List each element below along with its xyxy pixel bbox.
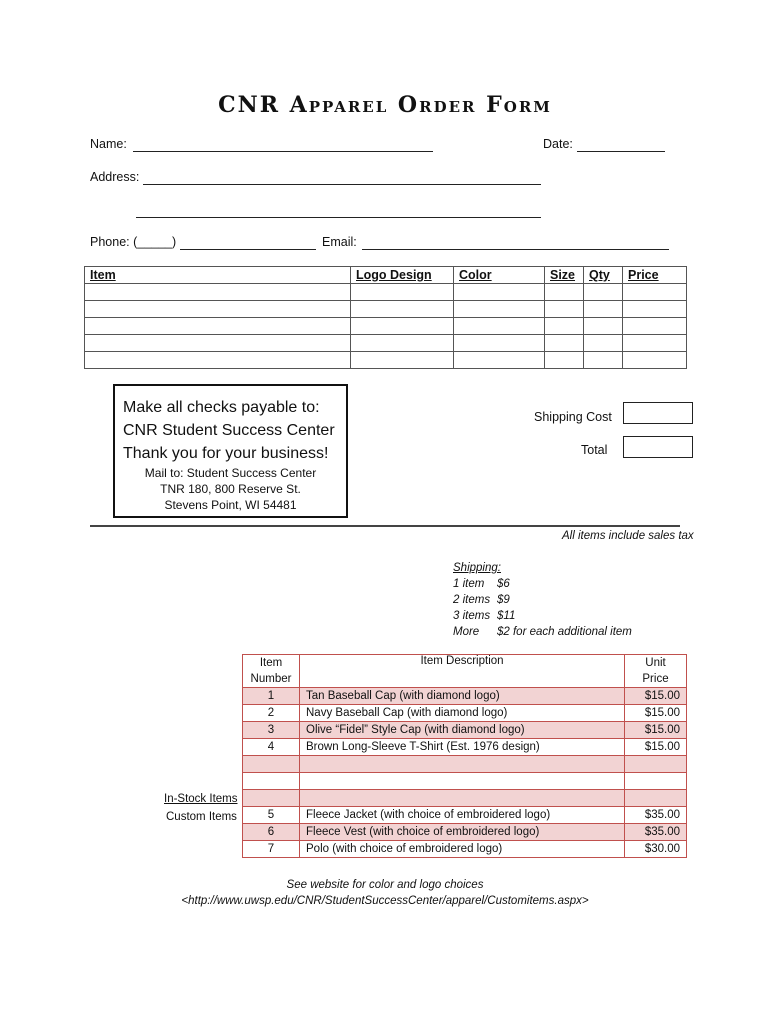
total-input[interactable]: [623, 436, 693, 458]
order-row[interactable]: [85, 301, 687, 318]
mail-city-line: Stevens Point, WI 54481: [164, 498, 297, 512]
header-item-description: Item Description: [300, 655, 625, 688]
shipping-rate-row: More $2 for each additional item: [453, 626, 632, 638]
shipping-rate-row: 3 items $11: [453, 610, 516, 622]
table-row: 6 Fleece Vest (with choice of embroidered logo) $35.00: [243, 824, 687, 841]
table-row: 4 Brown Long-Sleeve T-Shirt (Est. 1976 design) $15.00: [243, 739, 687, 756]
payable-line: Make all checks payable to:: [123, 399, 320, 416]
order-row[interactable]: [85, 284, 687, 301]
address-field-1[interactable]: [143, 184, 541, 185]
header-size: Size: [545, 267, 584, 284]
shipping-cost-label: Shipping Cost: [534, 410, 612, 424]
table-row-empty: [243, 790, 687, 807]
footer-line-1: See website for color and logo choices: [286, 879, 484, 891]
table-row-empty: [243, 773, 687, 790]
header-logo-design: Logo Design: [351, 267, 454, 284]
header-color: Color: [454, 267, 545, 284]
header-item-number: Item Number: [243, 655, 300, 688]
email-label: Email:: [322, 235, 357, 249]
phone-field[interactable]: [180, 249, 316, 250]
name-field[interactable]: [133, 151, 433, 152]
price-table: [242, 654, 687, 858]
sales-tax-note: All items include sales tax: [562, 530, 694, 542]
order-row[interactable]: [85, 335, 687, 352]
payment-info-box: [113, 384, 348, 518]
form-title: CNR Apparel Order Form: [218, 92, 552, 118]
table-row: 1 Tan Baseball Cap (with diamond logo) $15.00: [243, 688, 687, 705]
shipping-rate-row: 2 items $9: [453, 594, 510, 606]
shipping-rates: [453, 560, 632, 640]
table-row-empty: [243, 756, 687, 773]
payee-line: CNR Student Success Center: [123, 422, 335, 439]
order-row[interactable]: [85, 318, 687, 335]
phone-label: Phone: (_____): [90, 235, 177, 249]
shipping-cost-input[interactable]: [623, 402, 693, 424]
footer-note: [0, 877, 770, 909]
header-unit-price: Unit Price: [625, 655, 687, 688]
order-table: [84, 266, 687, 369]
table-row: 5 Fleece Jacket (with choice of embroidered logo) $35.00: [243, 807, 687, 824]
order-row[interactable]: [85, 352, 687, 369]
table-row: 2 Navy Baseball Cap (with diamond logo) $15.00: [243, 705, 687, 722]
header-qty: Qty: [584, 267, 623, 284]
mail-to-line: Mail to: Student Success Center: [144, 466, 317, 480]
shipping-heading: Shipping:: [453, 562, 501, 574]
price-table-header: [243, 655, 687, 688]
email-field[interactable]: [362, 249, 669, 250]
divider: [90, 525, 680, 527]
order-table-header: [85, 267, 687, 284]
table-row: 7 Polo (with choice of embroidered logo) $30.00: [243, 841, 687, 858]
custom-label: Custom Items: [166, 811, 237, 823]
date-label: Date:: [543, 137, 573, 151]
thanks-line: Thank you for your business!: [123, 445, 329, 462]
shipping-rate-row: 1 item $6: [453, 578, 510, 590]
date-field[interactable]: [577, 151, 665, 152]
address-label: Address:: [90, 170, 140, 184]
mail-address-line: TNR 180, 800 Reserve St.: [160, 482, 301, 496]
table-row: 3 Olive “Fidel” Style Cap (with diamond logo) $15.00: [243, 722, 687, 739]
header-price: Price: [623, 267, 687, 284]
total-label: Total: [581, 443, 608, 457]
footer-url[interactable]: <http://www.uwsp.edu/CNR/StudentSuccessCenter/apparel/Customitems.aspx>: [181, 895, 589, 907]
address-field-2[interactable]: [136, 217, 541, 218]
header-item: Item: [85, 267, 351, 284]
name-label: Name:: [90, 137, 127, 151]
in-stock-label: In-Stock Items: [164, 793, 238, 805]
